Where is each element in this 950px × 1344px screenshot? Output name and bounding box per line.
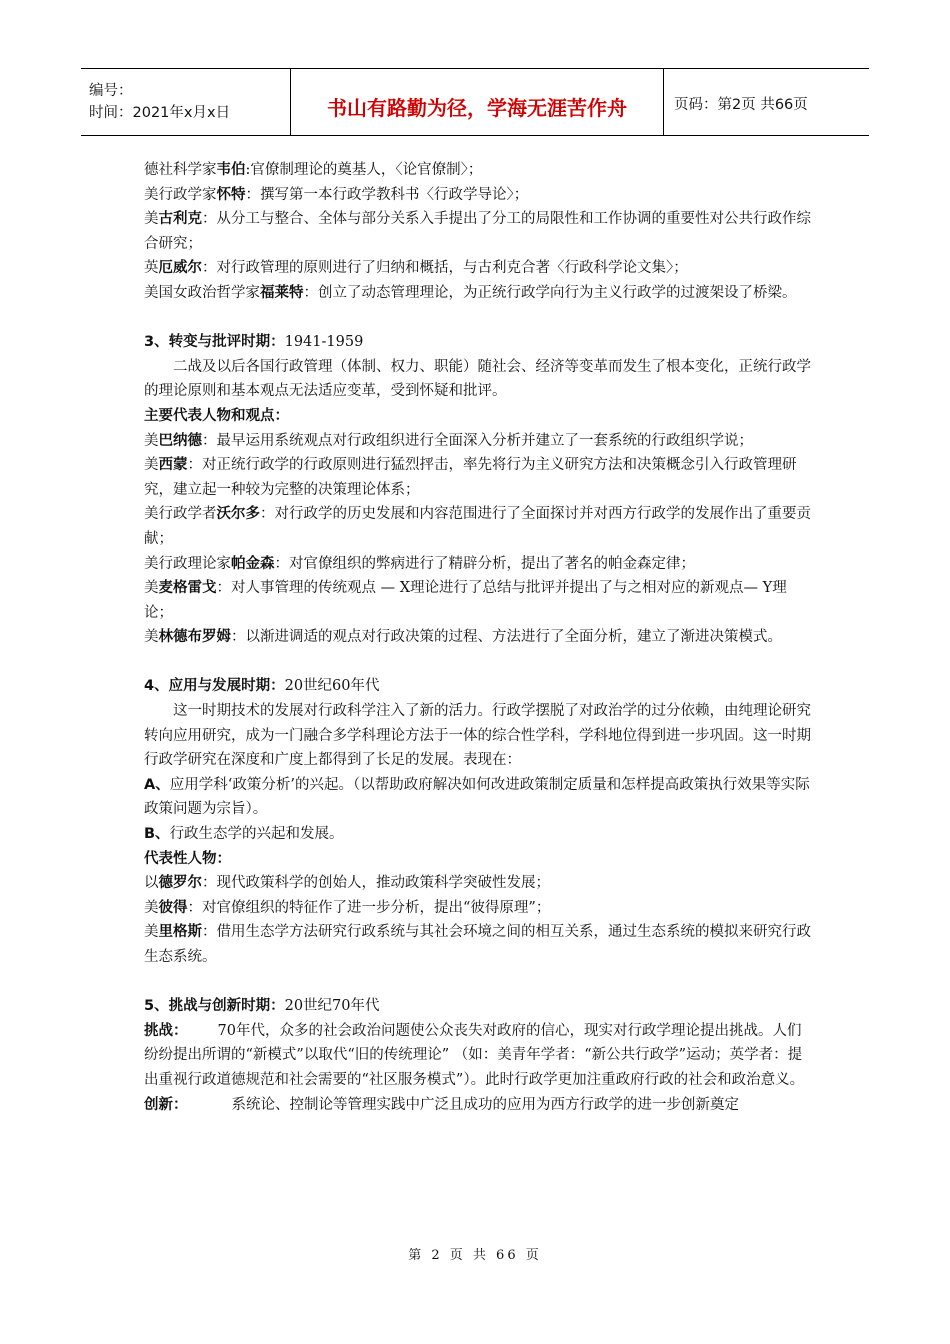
paragraph (144, 158, 814, 183)
paragraph: 这一时期技术的发展对行政科学注入了新的活力。行政学摆脱了对政治学的过分依赖，由纯理论研究转向应用研究，成为一门融合多学科理论方法于一体的综合性学科，学科地位得到进一步巩固。这一时期行政学研究在深度和广度上都得到了长足的发展。表现在： (144, 703, 811, 769)
section-heading (144, 330, 814, 355)
heading-years: 20世纪60年代 (284, 678, 380, 695)
person-name: 厄威尔 (158, 260, 202, 277)
paragraph (144, 256, 814, 281)
term-label: 创新： (144, 1096, 188, 1113)
heading-years: 1941-1959 (284, 334, 364, 351)
person-name: 韦伯 (216, 162, 246, 178)
person-desc: ：借用生态学方法研究行政系统与其社会环境之间的相互关系，通过生态系统的模拟来研究行政生态系统。 (144, 924, 811, 965)
person-desc: ：现代政策科学的创始人，推动政策科学突破性发展； (202, 875, 550, 892)
page-header (81, 68, 869, 136)
section-heading (144, 994, 814, 1019)
person-desc: ：对官僚组织的弊病进行了精辟分析，提出了著名的帕金森定律； (274, 555, 695, 572)
person-prefix: 英 (144, 260, 159, 277)
person-name: 巴纳德 (158, 432, 202, 449)
item-text: 行政生态学的兴起和发展。 (169, 826, 344, 843)
person-desc: :官僚制理论的奠基人，〈论官僚制〉； (245, 162, 483, 178)
paragraph (144, 207, 814, 256)
paragraph: 二战及以后各国行政管理（体制、权力、职能）随社会、经济等变革而发生了根本变化，正统行政学的理论原则和基本观点无法适应变革，受到怀疑和批评。 (144, 358, 811, 400)
paragraph (144, 920, 814, 969)
code-label: 编号： (89, 83, 133, 99)
person-prefix: 美行政理论家 (144, 555, 231, 572)
paragraph (144, 453, 814, 502)
item-label: B、 (144, 826, 170, 843)
person-prefix: 美 (144, 211, 159, 228)
person-name: 帕金森 (231, 555, 275, 572)
paragraph (144, 625, 814, 650)
subheading: 主要代表人物和观点： (144, 407, 289, 424)
person-prefix: 美国女政治哲学家 (144, 284, 260, 301)
paragraph (144, 502, 814, 551)
paragraph (144, 1093, 814, 1118)
person-prefix: 美 (144, 432, 159, 449)
person-name: 古利克 (158, 211, 202, 228)
paragraph (144, 871, 814, 896)
person-desc: ：以渐进调适的观点对行政决策的过程、方法进行了全面分析，建立了渐进决策模式。 (231, 629, 782, 646)
person-name: 福莱特 (260, 284, 304, 301)
paragraph (144, 429, 814, 454)
person-desc: ：对官僚组织的特征作了进一步分析，提出“彼得原理”； (187, 899, 551, 916)
person-name: 西蒙 (158, 457, 188, 474)
paragraph (144, 281, 814, 306)
paragraph (144, 1019, 814, 1093)
person-prefix: 美 (144, 629, 159, 646)
list-item (144, 822, 814, 847)
header-page-info: 页码：第2页 共66页 (674, 96, 808, 113)
item-text: 应用学科‘政策分析’的兴起。（以帮助政府解决如何改进政策制定质量和怎样提高政策执行效果等实际政策问题为宗旨）。 (144, 776, 810, 818)
person-name: 怀特 (216, 186, 246, 203)
term-text: 70年代，众多的社会政治问题使公众丧失对政府的信心，现实对行政学理论提出挑战。人们纷纷提出所谓的“新模式”以取代“旧的传统理论” （如：美青年学者：“新公共行政学”运动；英学者：提出重视行政道德规范和社会需要的“社区服务模式”）。此时行政学更加注重政府行政的社会和政治意义。 (144, 1022, 805, 1088)
person-desc: ：从分工与整合、全体与部分关系入手提出了分工的局限性和工作协调的重要性对公共行政作综合研究； (144, 211, 811, 252)
person-desc: ：对行政学的历史发展和内容范围进行了全面探讨并对西方行政学的发展作出了重要贡献； (144, 506, 811, 547)
list-item (144, 773, 814, 822)
person-prefix: 以 (144, 875, 159, 892)
term-label: 挑战： (144, 1022, 188, 1039)
person-name: 里格斯 (158, 924, 202, 941)
heading-text: 4、应用与发展时期： (144, 678, 285, 695)
page-footer: 第 2 页 共 66 页 (408, 1248, 542, 1263)
person-desc: ：撰写第一本行政学教科书〈行政学导论〉； (245, 186, 529, 203)
heading-text: 5、挑战与创新时期： (144, 998, 285, 1015)
person-prefix: 美 (144, 580, 159, 597)
header-meta (81, 69, 291, 135)
person-name: 林德布罗姆 (158, 629, 231, 646)
heading-years: 20世纪70年代 (284, 998, 380, 1015)
subheading: 代表性人物： (144, 850, 231, 867)
person-prefix: 美行政学家 (144, 186, 217, 203)
term-text: 系统论、控制论等管理实践中广泛且成功的应用为西方行政学的进一步创新奠定 (231, 1096, 739, 1113)
paragraph (144, 896, 814, 921)
paragraph (144, 576, 814, 625)
heading-text: 3、转变与批评时期： (144, 334, 285, 351)
time-label: 时间：2021年x月x日 (89, 105, 231, 121)
person-desc: ：最早运用系统观点对行政组织进行全面深入分析并建立了一套系统的行政组织学说； (202, 432, 753, 449)
person-desc: ：对正统行政学的行政原则进行猛烈抨击，率先将行为主义研究方法和决策概念引入行政管理研究，建立起一种较为完整的决策理论体系； (144, 457, 797, 498)
person-name: 麦格雷戈 (158, 580, 217, 597)
person-desc: ：创立了动态管理理论，为正统行政学向行为主义行政学的过渡架设了桥梁。 (303, 284, 797, 301)
section-heading (144, 674, 814, 699)
paragraph (144, 552, 814, 577)
person-name: 彼得 (158, 899, 188, 916)
person-desc: ：对行政管理的原则进行了归纳和概括，与古利克合著〈行政科学论文集〉； (202, 260, 688, 277)
person-prefix: 美 (144, 899, 159, 916)
paragraph (144, 183, 814, 208)
person-prefix: 美行政学者 (144, 506, 217, 523)
person-name: 沃尔多 (216, 506, 260, 523)
item-label: A、 (144, 776, 170, 793)
person-prefix: 德社科学家 (144, 162, 217, 178)
header-motto: 书山有路勤为径，学海无涯苦作舟 (291, 69, 664, 135)
person-prefix: 美 (144, 924, 159, 941)
person-desc: ：对人事管理的传统观点 — X理论进行了总结与批评并提出了与之相对应的新观点— Y理论； (144, 580, 787, 621)
person-name: 德罗尔 (158, 875, 202, 892)
person-prefix: 美 (144, 457, 159, 474)
document-body (144, 158, 814, 1117)
